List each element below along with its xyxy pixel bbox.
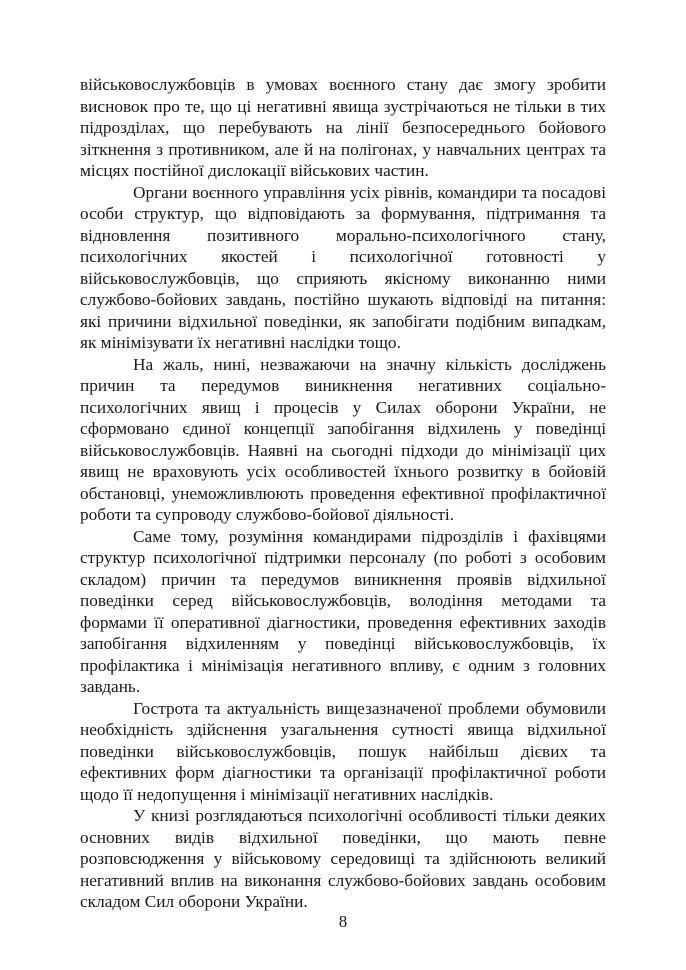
paragraph-5: Гострота та актуальність вищезазначеної проблеми обумовили необхідність здійснення узагальнення сутності явища відхильної поведінки військовослужбовців, пошук найбільш дієвих та ефективних форм діагностики та організації профілактичної роботи щодо її недопущення і мінімізації негативних наслідків. bbox=[80, 698, 606, 804]
paragraph-6: У книзі розглядаються психологічні особливості тільки деяких основних видів відхильної поведінки, що мають певне розповсюдження у військовому середовищі та здійснюють великий негативний вплив на виконання службово-бойових завдань особовим складом Сил оборони України. bbox=[80, 806, 606, 911]
paragraph-3: На жаль, нині, незважаючи на значну кількість досліджень причин та передумов виникнення негативних соціально-психологічних явищ і процесів у Силах оборони України, не сформовано єдиної концепції запобігання відхилень у поведінці військовослужбовців. Наявні на сьогодні підходи до мінімізації цих явищ не враховують усіх особливостей їхнього розвитку в бойовій обстановці, унеможливлюють проведення ефективної профілактичної роботи та супроводу службово-бойової діяльності. bbox=[80, 354, 606, 524]
page-body bbox=[80, 74, 606, 913]
paragraph-1: військовослужбовців в умовах воєнного стану дає змогу зробити висновок про те, що ці негативні явища зустрічаються не тільки в тих підрозділах, що перебувають на лінії безпосереднього бойового зіткнення з противником, але й на полігонах, у навчальних центрах та місцях постійної дислокації військових частин. bbox=[80, 75, 606, 180]
paragraph-2: Органи воєнного управління усіх рівнів, командири та посадові особи структур, що відповідають за формування, підтримання та відновлення позитивного морально-психологічного стану, психологічних якостей і психологічної готовності у військовослужбовців, що сприяють якісному виконанню ними службово-бойових завдань, постійно шукають відповіді на питання: які причини відхильної поведінки, як запобігати подібним випадкам, як мінімізувати їх негативні наслідки тощо. bbox=[80, 182, 606, 352]
page-number: 8 bbox=[338, 912, 348, 931]
paragraph-4: Саме тому, розуміння командирами підрозділів і фахівцями структур психологічної підтримки персоналу (по роботі з особовим складом) причин та передумов виникнення проявів відхильної поведінки серед військовослужбовців, володіння методами та формами її оперативної діагностики, проведення ефективних заходів запобігання відхиленням у поведінці військовослужбовців, їх профілактика і мінімізація негативного впливу, є одним з головних завдань. bbox=[80, 526, 606, 696]
